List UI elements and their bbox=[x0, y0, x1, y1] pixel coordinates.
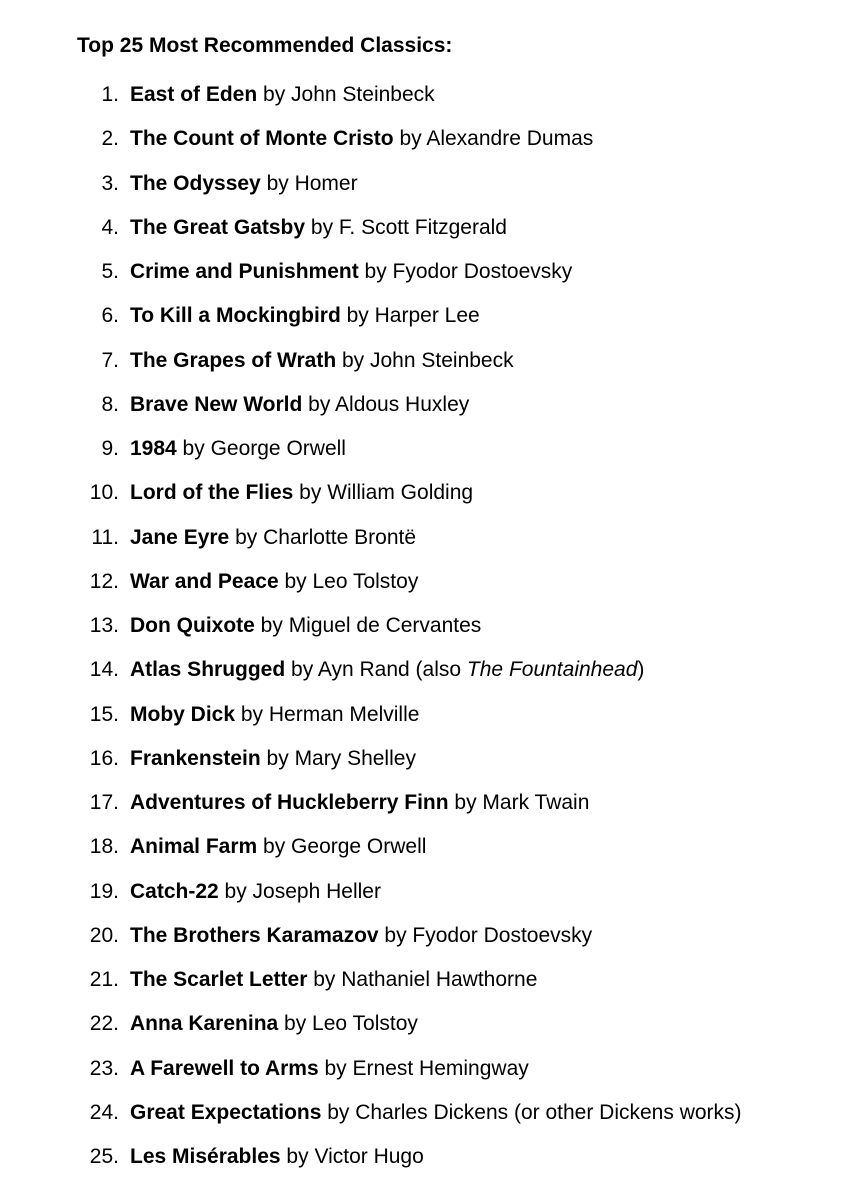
list-item-entry bbox=[130, 832, 426, 862]
list-heading: Top 25 Most Recommended Classics: bbox=[77, 34, 453, 57]
book-title: East of Eden bbox=[130, 83, 258, 106]
book-author: by Harper Lee bbox=[340, 304, 480, 328]
list-item bbox=[0, 257, 868, 301]
book-title: The Count of Monte Cristo bbox=[130, 127, 394, 151]
book-title: Catch-22 bbox=[130, 879, 219, 903]
list-item-entry bbox=[130, 169, 358, 199]
list-item-entry bbox=[130, 611, 481, 641]
book-author: by F. Scott Fitzgerald bbox=[305, 215, 507, 239]
list-item-number: 16. bbox=[89, 746, 119, 770]
list-item-entry bbox=[130, 877, 381, 907]
list-item bbox=[0, 434, 868, 478]
list-item-entry bbox=[130, 301, 480, 331]
book-title: 1984 bbox=[130, 437, 177, 460]
book-author: by William Golding bbox=[293, 481, 474, 505]
list-item bbox=[0, 788, 868, 832]
list-item bbox=[0, 744, 868, 788]
list-item-number: 23. bbox=[89, 1056, 119, 1080]
book-author: by Nathaniel Hawthorne bbox=[307, 968, 538, 991]
list-item-number: 3. bbox=[101, 171, 119, 195]
list-item-entry bbox=[130, 1142, 424, 1172]
book-author: by Ernest Hemingway bbox=[318, 1056, 529, 1080]
list-item-entry bbox=[130, 1054, 529, 1084]
list-item-entry bbox=[130, 965, 537, 995]
book-title: Jane Eyre bbox=[130, 525, 230, 549]
list-item bbox=[0, 965, 868, 1009]
list-item-number: 5. bbox=[101, 260, 119, 283]
list-item bbox=[0, 1142, 868, 1186]
book-title: Moby Dick bbox=[130, 702, 236, 726]
list-item-number: 8. bbox=[101, 392, 119, 416]
list-item-entry bbox=[130, 257, 572, 287]
closing-paren: ) bbox=[637, 658, 645, 682]
book-title: The Great Gatsby bbox=[130, 215, 306, 239]
list-item bbox=[0, 169, 868, 213]
list-item bbox=[0, 1009, 868, 1053]
book-author: by John Steinbeck bbox=[257, 83, 435, 106]
list-item-entry bbox=[130, 434, 346, 464]
list-item-entry bbox=[130, 80, 435, 110]
alternate-book-title: The Fountainhead bbox=[466, 658, 638, 682]
book-author: by Herman Melville bbox=[235, 702, 420, 726]
list-item-entry bbox=[130, 523, 416, 553]
list-item bbox=[0, 921, 868, 965]
book-title: A Farewell to Arms bbox=[130, 1056, 319, 1080]
list-item bbox=[0, 655, 868, 699]
book-author: by Mary Shelley bbox=[260, 746, 416, 770]
book-author: by John Steinbeck bbox=[336, 348, 514, 372]
list-item-number: 14. bbox=[89, 658, 119, 682]
list-item bbox=[0, 390, 868, 434]
list-item-entry bbox=[130, 655, 644, 685]
book-author: by Victor Hugo bbox=[280, 1145, 424, 1168]
list-item-entry bbox=[130, 744, 416, 774]
book-title: Adventures of Huckleberry Finn bbox=[130, 791, 449, 814]
book-author: by Mark Twain bbox=[448, 791, 590, 814]
list-item bbox=[0, 124, 868, 168]
list-item bbox=[0, 478, 868, 522]
list-item bbox=[0, 832, 868, 876]
list-item bbox=[0, 700, 868, 744]
list-item-number: 20. bbox=[89, 923, 119, 947]
list-item-number: 24. bbox=[89, 1100, 119, 1124]
list-item-number: 11. bbox=[91, 525, 119, 549]
list-item-entry bbox=[130, 346, 514, 376]
list-item bbox=[0, 213, 868, 257]
list-item-number: 7. bbox=[101, 348, 119, 372]
list-item-number: 4. bbox=[101, 215, 119, 239]
book-title: Animal Farm bbox=[130, 835, 258, 859]
book-title: Anna Karenina bbox=[130, 1012, 279, 1036]
list-item-number: 21. bbox=[89, 968, 119, 991]
list-item-entry bbox=[130, 700, 419, 730]
list-item-entry bbox=[130, 1098, 742, 1128]
book-author: by Fyodor Dostoevsky bbox=[358, 260, 573, 283]
book-title: Great Expectations bbox=[130, 1100, 322, 1124]
list-item-number: 1. bbox=[101, 83, 119, 106]
book-author: by Joseph Heller bbox=[218, 879, 381, 903]
list-item-number: 17. bbox=[89, 791, 119, 814]
list-item-number: 9. bbox=[101, 437, 119, 460]
book-title: Atlas Shrugged bbox=[130, 658, 286, 682]
list-item bbox=[0, 877, 868, 921]
book-list bbox=[0, 80, 868, 1186]
book-title: Don Quixote bbox=[130, 614, 255, 637]
list-item-number: 18. bbox=[89, 835, 119, 859]
list-item-entry bbox=[130, 124, 593, 154]
list-item-entry bbox=[130, 921, 592, 951]
book-title: Lord of the Flies bbox=[130, 481, 294, 505]
book-author: by Charles Dickens (or other Dickens works) bbox=[321, 1100, 742, 1124]
list-item bbox=[0, 301, 868, 345]
list-item-number: 19. bbox=[89, 879, 119, 903]
book-title: Brave New World bbox=[130, 392, 303, 416]
list-item bbox=[0, 567, 868, 611]
list-item-entry bbox=[130, 788, 589, 818]
list-item-entry bbox=[130, 390, 469, 420]
list-item-entry bbox=[130, 478, 473, 508]
list-item bbox=[0, 1054, 868, 1098]
book-author: by Fyodor Dostoevsky bbox=[378, 923, 593, 947]
book-author: by Miguel de Cervantes bbox=[254, 614, 482, 637]
list-item-number: 15. bbox=[89, 702, 119, 726]
book-author: by Aldous Huxley bbox=[302, 392, 470, 416]
book-title: The Brothers Karamazov bbox=[130, 923, 379, 947]
book-author: by Alexandre Dumas bbox=[393, 127, 594, 151]
list-item-number: 25. bbox=[89, 1145, 119, 1168]
list-item bbox=[0, 523, 868, 567]
list-item-number: 6. bbox=[101, 304, 119, 328]
list-item bbox=[0, 80, 868, 124]
list-item-entry bbox=[130, 1009, 418, 1039]
list-item-number: 2. bbox=[101, 127, 119, 151]
list-item-number: 12. bbox=[89, 569, 119, 593]
book-title: Crime and Punishment bbox=[130, 260, 359, 283]
book-author: by George Orwell bbox=[257, 835, 427, 859]
list-item-entry bbox=[130, 567, 418, 597]
book-author: by Leo Tolstoy bbox=[278, 569, 419, 593]
list-item bbox=[0, 346, 868, 390]
book-title: The Odyssey bbox=[130, 171, 261, 195]
list-item bbox=[0, 1098, 868, 1142]
book-author: by Charlotte Brontë bbox=[229, 525, 417, 549]
book-author: by George Orwell bbox=[176, 437, 346, 460]
book-title: Les Misérables bbox=[130, 1145, 281, 1168]
book-title: The Grapes of Wrath bbox=[130, 348, 337, 372]
list-item-number: 13. bbox=[89, 614, 119, 637]
book-author: by Ayn Rand (also bbox=[285, 658, 467, 682]
book-author: by Leo Tolstoy bbox=[278, 1012, 418, 1036]
book-title: Frankenstein bbox=[130, 746, 261, 770]
book-title: The Scarlet Letter bbox=[130, 968, 308, 991]
book-title: To Kill a Mockingbird bbox=[130, 304, 341, 328]
list-item-number: 22. bbox=[89, 1012, 119, 1036]
book-author: by Homer bbox=[260, 171, 358, 195]
book-title: War and Peace bbox=[130, 569, 279, 593]
list-item-entry bbox=[130, 213, 507, 243]
list-item bbox=[0, 611, 868, 655]
list-item-number: 10. bbox=[89, 481, 119, 505]
